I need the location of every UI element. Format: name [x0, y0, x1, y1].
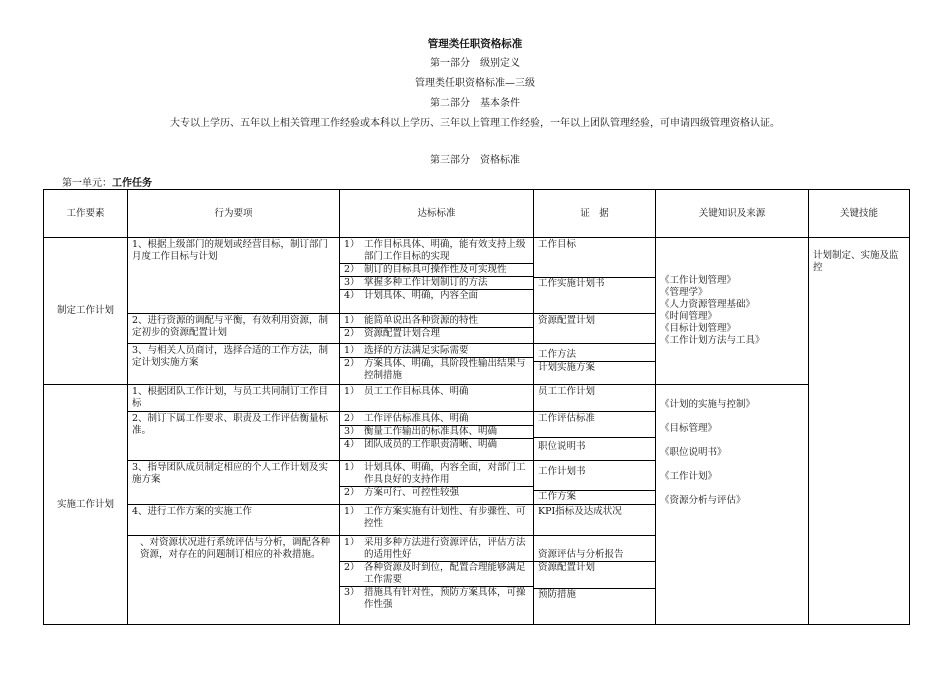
behavior-cell: 4、进行工作方案的实施工作 [128, 505, 340, 536]
knowledge-item: 《工作计划管理》 [660, 275, 737, 286]
evidence-cell [534, 536, 656, 625]
knowledge-item: 《人力资源管理基础》 [660, 299, 756, 310]
standard-item: 2） 工作评估标准具体、明确 [340, 413, 533, 426]
col-header: 证 据 [534, 190, 656, 238]
document-title: 管理类任职资格标准 [427, 38, 523, 50]
evidence-item: 工作评估标准 [534, 413, 655, 438]
knowledge-item: 《资源分析与评估》 [660, 495, 746, 506]
basic-conditions: 大专以上学历、五年以上相关管理工作经验或本科以上学历、三年以上管理工作经验，一年以上团队管理经验，可申请四级管理资格认证。 [170, 118, 780, 129]
evidence-item: 资源配置计划 [534, 562, 655, 589]
evidence-item: 预防措施 [538, 589, 577, 600]
evidence-cell [534, 238, 656, 314]
standard-item: 1） 能简单说出各种资源的特性 [340, 315, 533, 328]
col-header: 行为要项 [128, 190, 340, 238]
standard-item: 3） 掌握多种工作计划制订的方法 [340, 277, 533, 290]
evidence-item: 工作实施计划书 [538, 278, 605, 289]
standard-cell [340, 461, 534, 505]
knowledge-item: 《工作计划》 [660, 471, 718, 482]
knowledge-item: 《管理学》 [660, 287, 708, 298]
standard-item: 1） 员工工作目标具体、明确 [344, 386, 469, 397]
standard-item: 3） 措施具有针对性，预防方案具体，可操作性强 [344, 587, 526, 610]
part2-heading: 第二部分 基本条件 [430, 98, 520, 109]
knowledge-item: 《职位说明书》 [660, 447, 727, 458]
standard-item: 2） 方案具体、明确，具阶段性输出结果与控制措施 [344, 358, 526, 381]
standard-item: 1） 工作方案实施有计划性、有步骤性、可控性 [344, 506, 526, 529]
standard-item: 4） 团队成员的工作职责清晰、明确 [344, 439, 498, 450]
standards-table [43, 189, 910, 625]
standard-cell [340, 536, 534, 625]
level-heading: 管理类任职资格标准—三级 [415, 78, 535, 89]
unit-name: 工作任务 [112, 178, 152, 189]
standard-cell [340, 505, 534, 536]
knowledge-item: 《工作计划方法与工具》 [660, 335, 765, 346]
behavior-cell: 1、根据团队工作计划，与员工共同制订工作目标 [128, 385, 340, 412]
evidence-item: 计划实施方案 [538, 362, 596, 373]
knowledge-cell [656, 238, 809, 385]
standard-item: 2） 制订的目标具可操作性及可实现性 [340, 264, 533, 277]
evidence-item: 工作方法 [534, 345, 655, 362]
knowledge-cell [656, 385, 809, 625]
evidence-cell: 资源配置计划 [534, 314, 656, 344]
behavior-cell: 3、与相关人员商讨，选择合适的工作方法，制定计划实施方案 [128, 344, 340, 385]
knowledge-item: 《计划的实施与控制》 [660, 399, 756, 410]
evidence-cell: KPI指标及达成状况 [534, 505, 656, 536]
evidence-cell: 员工工作计划 [534, 385, 656, 412]
behavior-cell: 、对资源状况进行系统评估与分析，调配各种资源，对存在的问题制订相应的补救措施。 [128, 536, 340, 625]
standard-cell [340, 385, 534, 412]
table-row [44, 385, 910, 412]
evidence-cell [534, 344, 656, 385]
knowledge-item: 《目标管理》 [660, 423, 718, 434]
col-header: 达标标准 [340, 190, 534, 238]
evidence-cell [534, 412, 656, 461]
behavior-cell: 2、进行资源的调配与平衡，有效利用资源，制定初步的资源配置计划 [128, 314, 340, 344]
col-header: 工作要素 [44, 190, 128, 238]
evidence-item: 工作目标 [534, 239, 655, 278]
standard-item: 1） 选择的方法满足实际需要 [340, 345, 533, 358]
behavior-cell: 1、根据上级部门的规划或经营目标，制订部门月度工作目标与计划 [128, 238, 340, 314]
behavior-cell: 3、指导团队成员制定相应的个人工作计划及实施方案 [128, 461, 340, 505]
evidence-cell [534, 461, 656, 505]
standard-item: 1） 采用多种方法进行资源评估，评估方法的适用性好 [340, 537, 533, 562]
skills-cell: 计划制定、实施及监控 [809, 238, 910, 625]
standard-item: 2） 资源配置计划合理 [344, 328, 441, 339]
unit-label [62, 174, 152, 189]
evidence-item: 职位说明书 [538, 441, 586, 452]
knowledge-item: 《时间管理》 [660, 311, 718, 322]
standard-item: 4） 计划具体、明确，内容全面 [344, 290, 479, 301]
knowledge-item: 《目标计划管理》 [660, 323, 737, 334]
evidence-item: 工作方案 [538, 491, 577, 502]
behavior-cell: 2、制订下属工作要求、职责及工作评估衡量标准。 [128, 412, 340, 461]
col-header: 关键知识及来源 [656, 190, 809, 238]
evidence-item: 工作计划书 [534, 462, 655, 491]
standard-item: 2） 方案可行、可控性较强 [344, 487, 460, 498]
table-header-row [44, 190, 910, 238]
standard-item: 2） 各种资源及时到位，配置合理能够满足工作需要 [340, 562, 533, 587]
part1-heading: 第一部分 级别定义 [430, 58, 520, 69]
evidence-item: 资源评估与分析报告 [534, 537, 655, 562]
element-cell: 制定工作计划 [44, 238, 128, 385]
standard-cell [340, 412, 534, 461]
standard-cell [340, 314, 534, 344]
unit-prefix: 第一单元： [62, 178, 112, 189]
standard-item: 3） 衡量工作输出的标准具体、明确 [340, 426, 533, 439]
standard-cell [340, 344, 534, 385]
standard-item: 1） 计划具体、明确，内容全面，对部门工作具良好的支持作用 [340, 462, 533, 487]
standard-cell [340, 238, 534, 314]
element-cell: 实施工作计划 [44, 385, 128, 625]
table-row [44, 238, 910, 314]
standard-item: 1） 工作目标具体、明确，能有效支持上级部门工作目标的实现 [340, 239, 533, 264]
col-header: 关键技能 [809, 190, 910, 238]
part3-heading: 第三部分 资格标准 [430, 155, 520, 166]
